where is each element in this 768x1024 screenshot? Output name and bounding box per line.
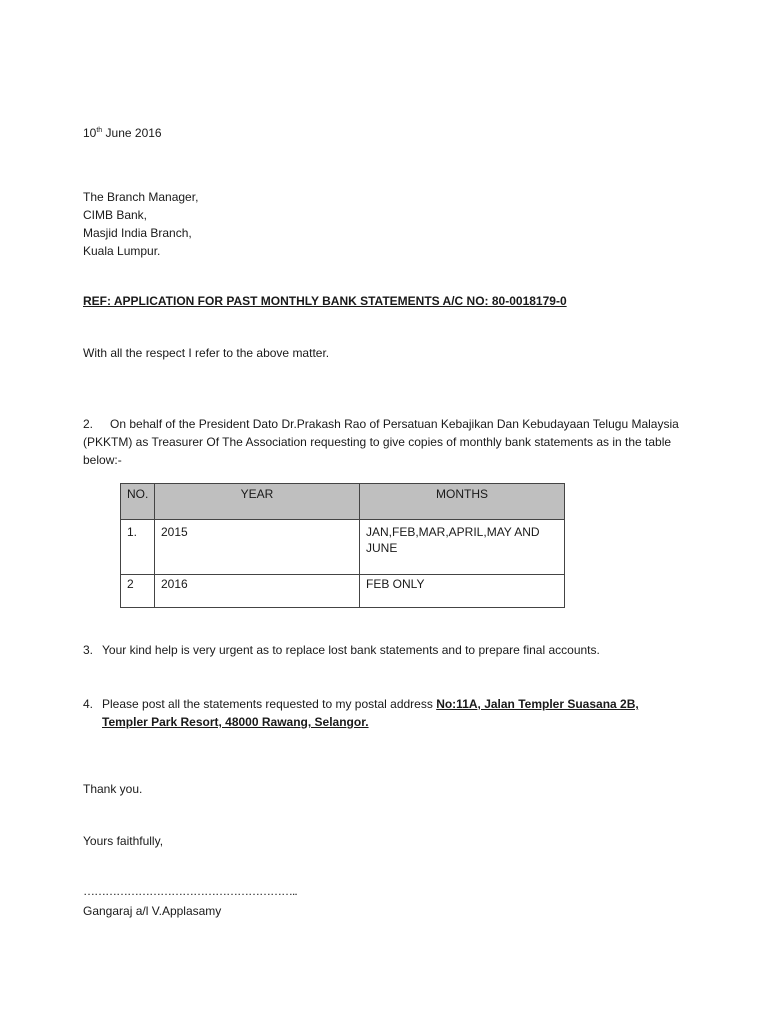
cell-year: 2015 xyxy=(155,520,360,575)
paragraph-number: 3. xyxy=(83,643,94,657)
sign-off: Yours faithfully, xyxy=(83,834,164,848)
date-rest: June 2016 xyxy=(102,126,162,140)
postal-address-line-1: No:11A, Jalan Templer Suasana 2B, xyxy=(436,697,639,711)
cell-no: 1. xyxy=(121,520,155,575)
paragraph-number: 4. xyxy=(83,697,94,711)
thank-you: Thank you. xyxy=(83,782,143,796)
opening-line: With all the respect I refer to the above matter. xyxy=(83,346,330,360)
address-line: Kuala Lumpur. xyxy=(83,244,161,258)
header-no: NO. xyxy=(121,484,155,520)
cell-year: 2016 xyxy=(155,575,360,608)
date-suffix: th xyxy=(96,127,103,134)
header-year: YEAR xyxy=(155,484,360,520)
paragraph-2 xyxy=(83,415,683,469)
paragraph-number: 2. xyxy=(83,417,94,431)
postal-address-line-2: Templer Park Resort, 48000 Rawang, Selangor. xyxy=(102,715,369,729)
recipient-address xyxy=(83,188,198,260)
date-day: 10 xyxy=(83,126,97,140)
statements-table xyxy=(120,483,565,608)
paragraph-text: Please post all the statements requested to my postal address xyxy=(102,697,437,711)
cell-no: 2 xyxy=(121,575,155,608)
table-header-row xyxy=(121,484,565,520)
cell-months: FEB ONLY xyxy=(360,575,565,608)
header-months: MONTHS xyxy=(360,484,565,520)
paragraph-text: Your kind help is very urgent as to replace lost bank statements and to prepare final accounts. xyxy=(102,643,600,657)
paragraph-3 xyxy=(83,643,600,657)
signer-name: Gangaraj a/l V.Applasamy xyxy=(83,904,222,918)
letter-date xyxy=(83,126,162,140)
address-line: CIMB Bank, xyxy=(83,208,148,222)
signature-line: ………………………………………………….. xyxy=(83,884,297,898)
table-row xyxy=(121,575,565,608)
table-row xyxy=(121,520,565,575)
paragraph-4 xyxy=(83,695,639,731)
address-line: Masjid India Branch, xyxy=(83,226,192,240)
paragraph-text: On behalf of the President Dato Dr.Prakash Rao of Persatuan Kebajikan Dan Kebudayaan Telugu Malaysia (PKKTM) as Treasurer Of The Association requesting to give copies of monthly bank statements as in the table below:- xyxy=(83,417,679,467)
reference-line: REF: APPLICATION FOR PAST MONTHLY BANK STATEMENTS A/C NO: 80-0018179-0 xyxy=(83,294,567,308)
cell-months: JAN,FEB,MAR,APRIL,MAY AND JUNE xyxy=(360,520,565,575)
address-line: The Branch Manager, xyxy=(83,190,199,204)
